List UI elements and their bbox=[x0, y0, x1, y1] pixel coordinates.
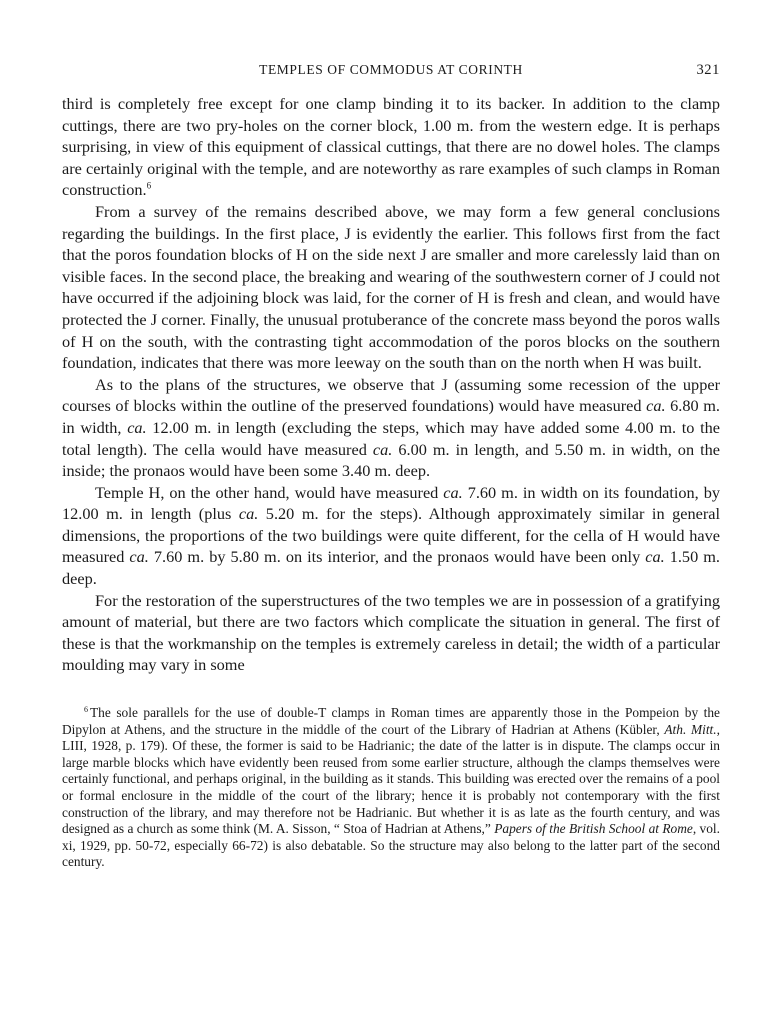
series-title: Papers of the British School at Rome bbox=[494, 821, 693, 837]
paragraph-3-text-c: 12.00 m. in length (excluding the steps, which may have added some 4.00 m. to the total length). The cella would have measured bbox=[62, 417, 720, 459]
paragraph-4-text-d: 7.60 m. by 5.80 m. on its interior, and the pronaos would have been only bbox=[148, 547, 646, 567]
circa-abbrev: ca. bbox=[645, 547, 665, 567]
footnote-reference: 6 bbox=[146, 180, 152, 191]
paragraph-2: From a survey of the remains described above, we may form a few general conclusions regarding the buildings. In the first place, J is evidently the earlier. This follows first from the fact that the poros foundation blocks of H on the side next J are smaller and more carelessly laid than on visible faces. In the second place, the breaking and wearing of the southwestern corner of J could not have occurred if the adjoining block was laid, for the corner of H is fresh and clean, and would have protected the J corner. Finally, the unusual protuberance of the concrete mass beyond the poros walls of H on the south, with the contrasting tight accommodation of the poros blocks on the southern foundation, indicates that there was more leeway on the south than on the north when H was built. bbox=[62, 201, 720, 373]
page-number: 321 bbox=[696, 62, 720, 78]
paragraph-3 bbox=[62, 374, 720, 482]
paragraph-1-text: third is completely free except for one clamp binding it to its backer. In addition to the clamp cuttings, there are two pry-holes on the corner block, 1.00 m. from the western edge. It is perhaps surprising, in view of this equipment of classical cuttings, that there are no dowel holes. The clamps are certainly original with the temple, and are noteworthy as rare examples of such clamps in Roman construction. bbox=[62, 94, 720, 200]
paragraph-3-text-a: As to the plans of the structures, we observe that J (assuming some recession of the upper courses of blocks within the outline of the preserved foundations) would have measured bbox=[62, 374, 720, 416]
paragraph-1 bbox=[62, 93, 720, 201]
circa-abbrev: ca. bbox=[127, 417, 147, 437]
running-title: TEMPLES OF COMMODUS AT CORINTH bbox=[259, 62, 523, 77]
footnote-text-a: The sole parallels for the use of double-T clamps in Roman times are apparently those in the Pompeion by the Dipylon at Athens, and the structure in the middle of the court of the Library of Hadrian at Athens (Kübler, bbox=[62, 705, 720, 737]
page bbox=[62, 58, 720, 871]
footnote-text-b: , LIII, 1928, p. 179). Of these, the former is said to be Hadrianic; the date of the latter is in dispute. The clamps occur in large marble blocks which have evidently been reused from some earlier structure, although the clamps themselves were certainly functional, and perhaps original, in the building as it stands. This building was erected over the remains of a pool or formal enclosure in the middle of the court of the library; hence it is probably not contemporary with the first construction of the library, and may therefore not be Hadrianic. But whether it is as late as the fourth century, and was designed as a church as some think (M. A. Sisson, “ Stoa of Hadrian at Athens,” bbox=[62, 721, 720, 837]
footnote bbox=[62, 705, 720, 871]
paragraph-4-text-b: 7.60 m. in width on its foundation, by 12.00 m. in length (plus bbox=[62, 482, 721, 524]
running-head bbox=[62, 58, 720, 84]
paragraph-3-text-d: 6.00 m. in length, and 5.50 m. in width, on the inside; the pronaos would have been some 3.40 m. deep. bbox=[62, 439, 721, 481]
paragraph-4-text-e: 1.50 m. deep. bbox=[62, 547, 720, 589]
circa-abbrev: ca. bbox=[238, 504, 259, 524]
paragraph-4-text-a: Temple H, on the other hand, would have measured bbox=[95, 482, 444, 502]
paragraph-4-text-c: 5.20 m. for the steps). Although approximately similar in general dimensions, the proportions of the two buildings were quite different, for the cella of H would have measured bbox=[62, 504, 721, 567]
footnote-text-c: , vol. xi, 1929, pp. 50-72, especially 66-72) is also debatable. So the structure may also belong to the latter part of the second century. bbox=[62, 821, 720, 870]
circa-abbrev: ca. bbox=[443, 482, 463, 502]
footnote-marker: 6 bbox=[84, 704, 88, 714]
circa-abbrev: ca. bbox=[372, 439, 393, 459]
paragraph-3-text-b: 6.80 m. in width, bbox=[62, 396, 720, 437]
journal-title: Ath. Mitt. bbox=[664, 721, 717, 737]
body-text bbox=[62, 93, 720, 676]
circa-abbrev: ca. bbox=[646, 396, 666, 416]
paragraph-4 bbox=[62, 482, 720, 590]
paragraph-5: For the restoration of the superstructures of the two temples we are in possession of a gratifying amount of material, but there are two factors which complicate the situation in general. The first of these is that the workmanship on the temples is extremely careless in detail; the width of a particular moulding may vary in some bbox=[62, 590, 720, 675]
circa-abbrev: ca. bbox=[129, 547, 149, 567]
footnote-6 bbox=[62, 705, 720, 871]
